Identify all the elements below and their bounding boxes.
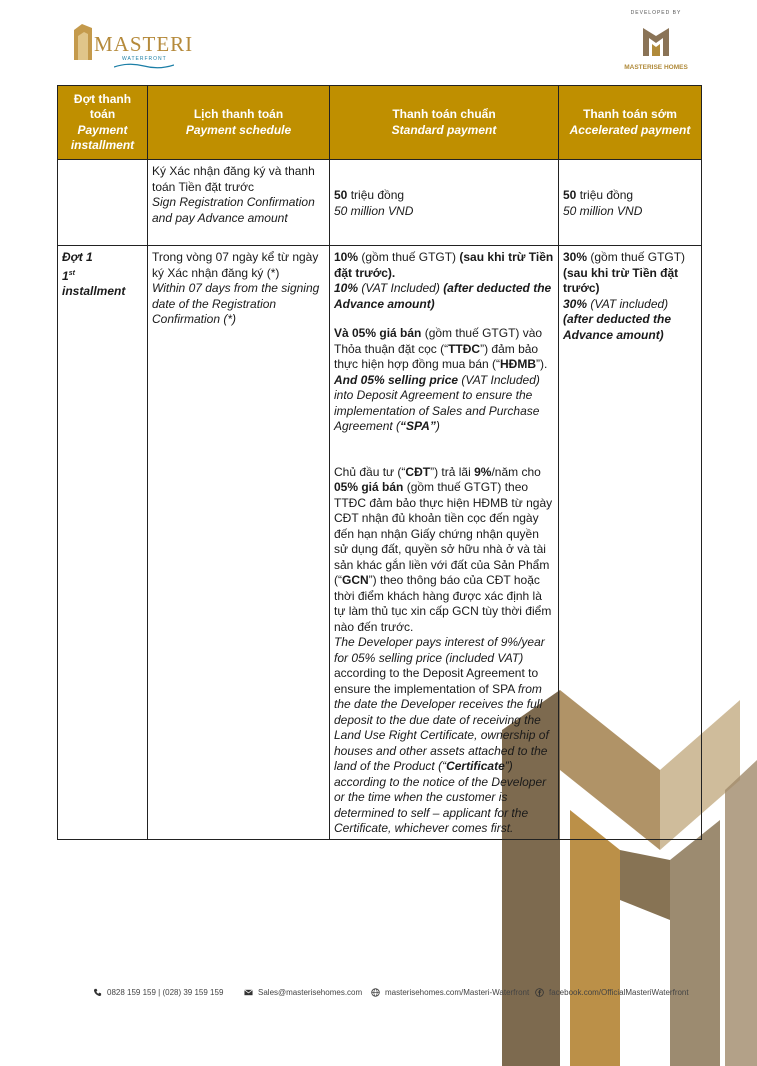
col-header-schedule bbox=[148, 86, 330, 160]
table-header-row bbox=[58, 86, 702, 160]
standard-amount: 50 bbox=[334, 188, 348, 202]
schedule-vi: Trong vòng 07 ngày kể từ ngày ký Xác nhận đăng ký (*) bbox=[152, 250, 319, 280]
payment-schedule-table bbox=[57, 85, 702, 840]
footer-facebook[interactable] bbox=[535, 988, 689, 997]
accel-amount: 50 bbox=[563, 188, 577, 202]
col-header-en: Payment installment bbox=[70, 122, 135, 152]
col-header-en: Standard payment bbox=[391, 122, 497, 137]
col-header-vi: Thanh toán chuẩn bbox=[392, 107, 496, 121]
masterise-homes-logo bbox=[606, 10, 706, 76]
standard-p1-en: 10% (VAT Included) (after deducted the Advance amount) bbox=[334, 281, 552, 311]
standard-p1-vi: 10% (gồm thuế GTGT) (sau khi trừ Tiền đặt trước). bbox=[334, 250, 554, 280]
footer-contacts bbox=[0, 988, 757, 1004]
cell-installment bbox=[58, 246, 148, 840]
col-header-vi: Thanh toán sớm bbox=[583, 107, 677, 121]
cell-installment-empty bbox=[58, 160, 148, 246]
installment-vi: Đợt 1 bbox=[62, 250, 93, 264]
cell-standard bbox=[330, 246, 559, 840]
email-text: Sales@masterisehomes.com bbox=[258, 988, 363, 997]
col-header-vi: Lịch thanh toán bbox=[193, 107, 284, 121]
col-header-standard bbox=[330, 86, 559, 160]
phone-icon bbox=[93, 988, 102, 997]
footer-website[interactable] bbox=[371, 988, 529, 997]
masterise-emblem-icon bbox=[641, 22, 671, 58]
developed-by-label: DEVELOPED BY bbox=[630, 10, 682, 16]
accel-en: 50 million VND bbox=[563, 203, 643, 218]
accel-unit: triệu đồng bbox=[576, 188, 634, 202]
cell-accelerated bbox=[559, 246, 702, 840]
col-header-vi: Đợt thanh toán bbox=[73, 91, 132, 121]
col-header-accelerated bbox=[559, 86, 702, 160]
schedule-vi: Ký Xác nhận đăng ký và thanh toán Tiền đặt trước bbox=[152, 164, 315, 194]
standard-p3-vi: Chủ đầu tư (“CĐT”) trả lãi 9%/năm cho 05% giá bán (gồm thuế GTGT) theo TTĐC đảm bảo thực hiện HĐMB từ ngày CĐT nhận đủ khoản tiền cọc đến ngày đến hạn nhận Giấy chứng nhận quyền sử dụng đất, quyền sở hữu nhà ở và tài sản khác gắn liền với đất của Sản Phẩm (“GCN”) theo thông báo của CĐT hoặc thời điểm khách hàng được xác định là tự làm thủ tục xin cấp GCN tùy thời điểm nào đến trước. bbox=[334, 464, 553, 634]
standard-unit: triệu đồng bbox=[347, 188, 405, 202]
standard-p3-en: The Developer pays interest of 9%/year for 05% selling price (included VAT) according to the Deposit Agreement to ensure the implementation of SPA from the date the Developer receives the full deposit to the due date of receiving the Land Use Right Certificate, ownership of houses and other assets attached to the land of the Product (“Certificate”) according to the notice of the Developer or the time when the customer is determined to self – applicant for the Certificate, whichever comes first. bbox=[334, 635, 549, 835]
schedule-en: Sign Registration Confirmation and pay Advance amount bbox=[152, 195, 315, 225]
table-row-first-installment bbox=[58, 246, 702, 840]
mail-icon bbox=[244, 988, 253, 997]
col-header-en: Accelerated payment bbox=[569, 122, 691, 137]
cell-standard bbox=[330, 160, 559, 246]
col-header-installment bbox=[58, 86, 148, 160]
accel-vi: 30% (gồm thuế GTGT) (sau khi trừ Tiền đặt trước) bbox=[563, 250, 686, 295]
col-header-en: Payment schedule bbox=[185, 122, 292, 137]
masteri-emblem-icon bbox=[72, 22, 94, 62]
standard-p2-en: And 05% selling price (VAT Included) into Deposit Agreement to ensure the implementation of Sales and Purchase Agreement (“SPA”) bbox=[334, 372, 540, 433]
globe-icon bbox=[371, 988, 380, 997]
installment-sup: st bbox=[68, 269, 75, 277]
standard-en: 50 million VND bbox=[334, 203, 414, 218]
installment-en: installment bbox=[62, 284, 126, 298]
facebook-icon bbox=[535, 988, 544, 997]
accel-en: 30% (VAT included) (after deducted the Advance amount) bbox=[563, 296, 672, 342]
cell-schedule bbox=[148, 160, 330, 246]
table-row-advance bbox=[58, 160, 702, 246]
wave-icon bbox=[114, 62, 174, 70]
installment-num: 1 bbox=[62, 268, 69, 283]
standard-p2-vi: Và 05% giá bán (gồm thuế GTGT) vào Thỏa thuận đặt cọc (“TTĐC”) đảm bảo thực hiện hợp đồng mua bán (“HĐMB”). bbox=[334, 326, 548, 371]
phone-text: 0828 159 159 | (028) 39 159 159 bbox=[107, 988, 224, 997]
masteri-waterfront-logo bbox=[72, 18, 194, 70]
footer-phone[interactable] bbox=[93, 988, 223, 997]
cell-accelerated bbox=[559, 160, 702, 246]
waterfront-subline: WATERFRONT bbox=[122, 56, 167, 62]
website-text: masterisehomes.com/Masteri-Waterfront bbox=[385, 988, 530, 997]
schedule-en: Within 07 days from the signing date of the Registration Confirmation (*) bbox=[152, 281, 320, 326]
masteri-wordmark: MASTERI bbox=[94, 32, 194, 56]
masterise-homes-label: MASTERISE HOMES bbox=[624, 64, 688, 71]
cell-schedule bbox=[148, 246, 330, 840]
facebook-text: facebook.com/OfficialMasteriWaterfront bbox=[549, 988, 689, 997]
footer-email[interactable] bbox=[244, 988, 362, 997]
